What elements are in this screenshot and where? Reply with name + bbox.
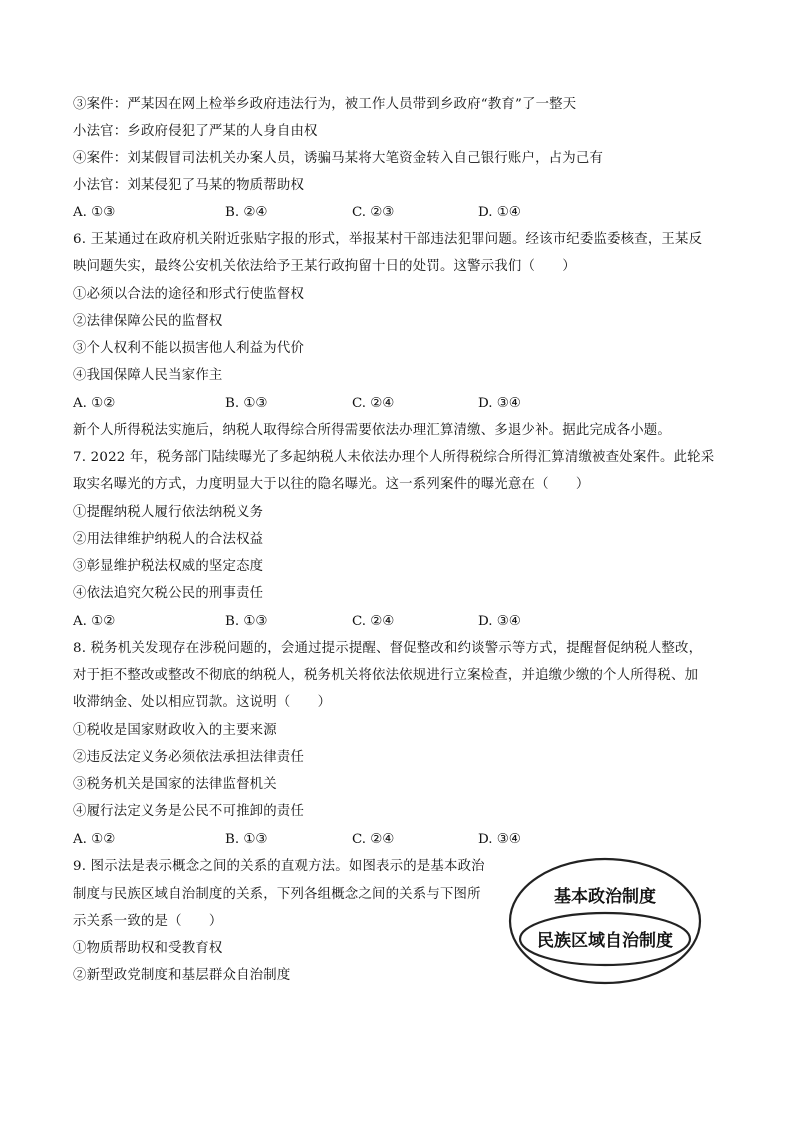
q7-item-1: ①提醒纳税人履行依法纳税义务 <box>73 505 264 520</box>
q6-item-2: ②法律保障公民的监督权 <box>73 314 223 329</box>
q9-item-1: ①物质帮助权和受教育权 <box>73 941 223 956</box>
q9-stem-line1: 9. 图示法是表示概念之间的关系的直观方法。如图表示的是基本政治 <box>73 859 485 874</box>
q7-item-3: ③彰显维护税法权威的坚定态度 <box>73 559 264 574</box>
q8-stem-line3: 收滞纳金、处以相应罚款。这说明（ ） <box>73 695 332 710</box>
q8-item-3: ③税务机关是国家的法律监督机关 <box>73 777 277 792</box>
q5-option-c[interactable]: C. ②③ <box>352 205 395 220</box>
q8-item-1: ①税收是国家财政收入的主要来源 <box>73 723 277 738</box>
q5-option-d[interactable]: D. ①④ <box>478 205 521 220</box>
judge-4-text: 小法官：刘某侵犯了马某的物质帮助权 <box>73 178 305 193</box>
q7-option-c[interactable]: C. ②④ <box>352 614 395 629</box>
q8-option-b[interactable]: B. ①③ <box>225 832 268 847</box>
q8-option-c[interactable]: C. ②④ <box>352 832 395 847</box>
q6-option-b[interactable]: B. ①③ <box>225 396 268 411</box>
material-text: 新个人所得税法实施后，纳税人取得综合所得需要依法办理汇算清缴、多退少补。据此完成各小题。 <box>73 423 671 438</box>
q9-stem-line3: 示关系一致的是（ ） <box>73 914 223 929</box>
q6-option-c[interactable]: C. ②④ <box>352 396 395 411</box>
q8-stem-line2: 对于拒不整改或整改不彻底的纳税人，税务机关将依法依规进行立案检查，并追缴少缴的个人所得税、加 <box>73 668 699 683</box>
concept-diagram <box>507 855 703 987</box>
q7-item-2: ②用法律维护纳税人的合法权益 <box>73 532 264 547</box>
q7-option-d[interactable]: D. ③④ <box>478 614 521 629</box>
judge-3-text: 小法官：乡政府侵犯了严某的人身自由权 <box>73 124 318 139</box>
q8-stem-line1: 8. 税务机关发现存在涉税问题的，会通过提示提醒、督促整改和约谈警示等方式，提醒督促纳税人整改， <box>73 641 703 656</box>
q5-option-b[interactable]: B. ②④ <box>225 205 268 220</box>
q5-option-a[interactable]: A. ①③ <box>73 205 116 220</box>
q6-item-1: ①必须以合法的途径和形式行使监督权 <box>73 287 305 302</box>
q7-stem-line1: 7. 2022 年，税务部门陆续曝光了多起纳税人未依法办理个人所得税综合所得汇算清缴被查处案件。此轮采 <box>73 450 715 465</box>
q8-item-2: ②违反法定义务必须依法承担法律责任 <box>73 750 305 765</box>
q6-stem-line1: 6. 王某通过在政府机关附近张贴字报的形式，举报某村干部违法犯罪问题。经该市纪委监委核查，王某反 <box>73 232 703 247</box>
case-3-text: ③案件：严某因在网上检举乡政府违法行为，被工作人员带到乡政府“教育”了一整天 <box>73 97 577 112</box>
q7-option-b[interactable]: B. ①③ <box>225 614 268 629</box>
q6-stem-line2: 映问题失实，最终公安机关依法给予王某行政拘留十日的处罚。这警示我们（ ） <box>73 259 576 274</box>
q6-item-3: ③个人权利不能以损害他人利益为代价 <box>73 341 305 356</box>
q7-option-a[interactable]: A. ①② <box>73 614 116 629</box>
q7-stem-line2: 取实名曝光的方式，力度明显大于以往的隐名曝光。这一系列案件的曝光意在（ ） <box>73 477 590 492</box>
outer-label: 基本政治制度 <box>554 887 656 907</box>
q6-item-4: ④我国保障人民当家作主 <box>73 368 223 383</box>
q7-item-4: ④依法追究欠税公民的刑事责任 <box>73 586 264 601</box>
q8-option-a[interactable]: A. ①② <box>73 832 116 847</box>
q8-option-d[interactable]: D. ③④ <box>478 832 521 847</box>
q9-stem-line2: 制度与民族区域自治制度的关系，下列各组概念之间的关系与下图所 <box>73 887 481 902</box>
q6-option-a[interactable]: A. ①② <box>73 396 116 411</box>
q6-option-d[interactable]: D. ③④ <box>478 396 521 411</box>
q9-item-2: ②新型政党制度和基层群众自治制度 <box>73 968 291 983</box>
inner-label: 民族区域自治制度 <box>537 931 673 951</box>
q8-item-4: ④履行法定义务是公民不可推卸的责任 <box>73 804 305 819</box>
case-4-text: ④案件：刘某假冒司法机关办案人员，诱骗马某将大笔资金转入自己银行账户，占为己有 <box>73 151 604 166</box>
